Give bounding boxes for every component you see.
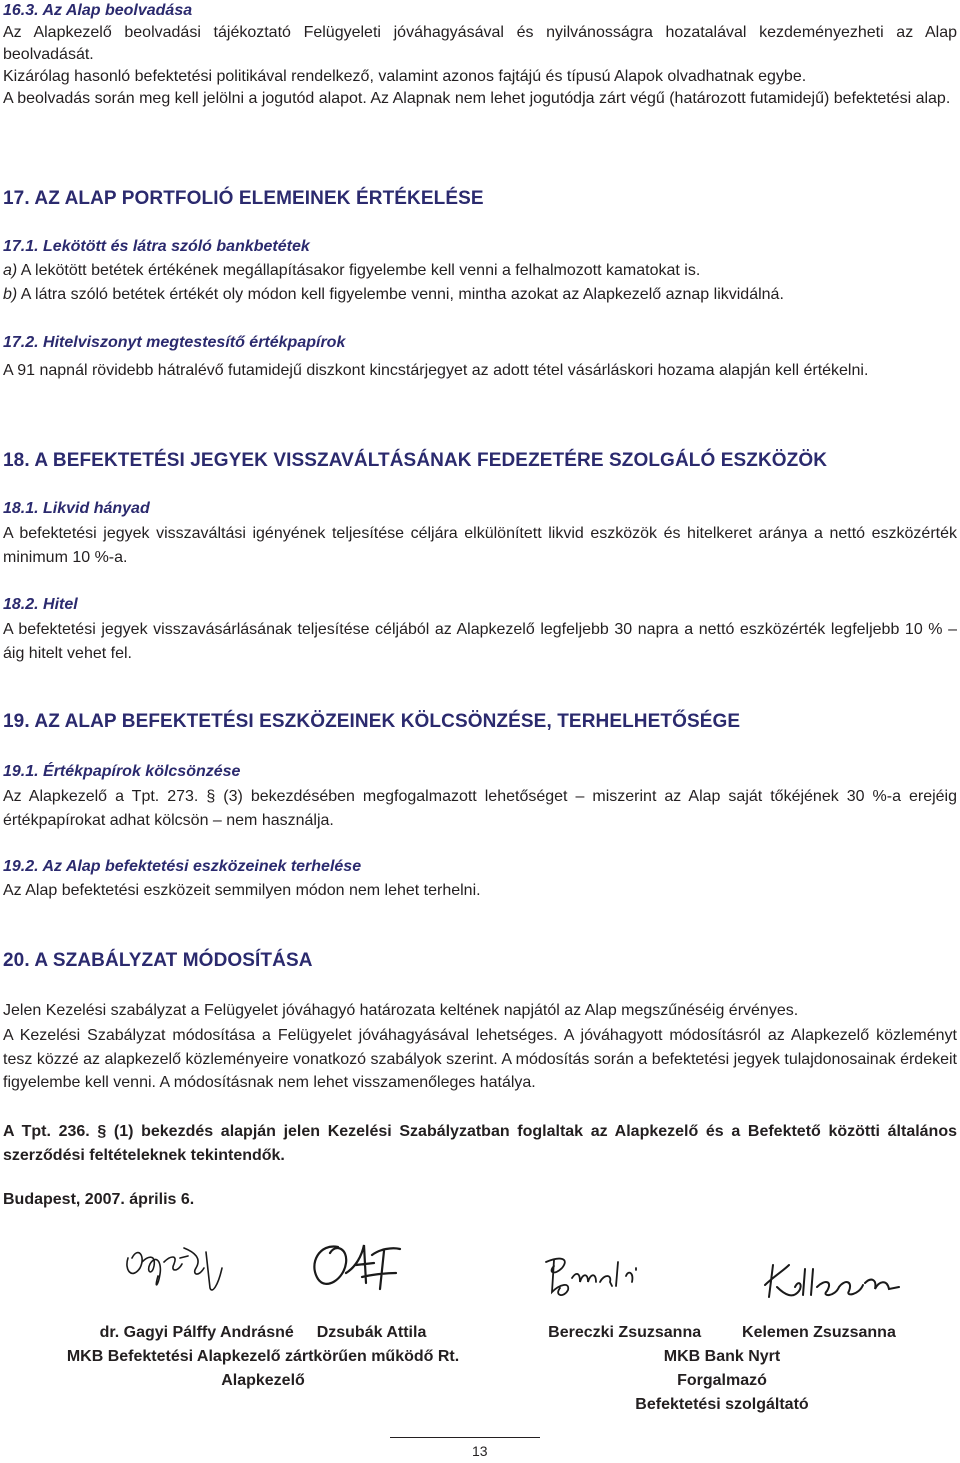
- sentence: A beolvadás során meg kell jelölni a jogutód alapot.: [3, 90, 367, 107]
- item-label: a): [3, 262, 18, 279]
- page-number: 13: [472, 1443, 488, 1459]
- paragraph: Az Alapkezelő a Tpt. 273. § (3) bekezdésében megfogalmazott lehetőséget – miszerint az Alap saját tőkéjének 30 %-a erejéig értékpapírokat adhat kölcsön – nem használja.: [3, 788, 957, 829]
- subsection-title: 19.1. Értékpapírok kölcsönzése: [3, 763, 241, 780]
- section-heading-20: 20. A SZABÁLYZAT MÓDOSÍTÁSA: [3, 950, 313, 971]
- section-heading-17: 17. AZ ALAP PORTFOLIÓ ELEMEINEK ÉRTÉKELÉSE: [3, 188, 484, 209]
- sentence: Az Alapnak nem lehet jogutódja zárt végű (határozott futamidejű) befektetési alap.: [370, 90, 951, 107]
- item-text: A látra szóló betétek értékét oly módon kell figyelembe venni, mintha azokat az Alapkezelő aznap likvidálná.: [17, 286, 784, 303]
- subsection-title: 17.2. Hitelviszonyt megtestesítő értékpapírok: [3, 334, 346, 351]
- section-20-body: [3, 1000, 957, 1168]
- paragraph: A 91 napnál rövidebb hátralévő futamidejű diszkont kincstárjegyet az adott tétel vásárláskori hozama alapján kell értékelni.: [3, 362, 869, 379]
- section-17-1: [3, 236, 957, 306]
- footer-rule: [390, 1437, 540, 1438]
- signatory-name: Bereczki Zsuzsanna: [548, 1324, 702, 1341]
- signature-3: [540, 1248, 680, 1303]
- signature-2: [300, 1233, 415, 1298]
- signatory-role: Forgalmazó: [677, 1372, 767, 1389]
- section-19-1: [3, 761, 957, 833]
- signatory-names: [3, 1321, 523, 1345]
- section-heading-18: 18. A BEFEKTETÉSI JEGYEK VISSZAVÁLTÁSÁNAK FEDEZETÉRE SZOLGÁLÓ ESZKÖZÖK: [3, 450, 828, 471]
- list-item: [3, 260, 957, 282]
- subsection-title: 18.1. Likvid hányad: [3, 500, 150, 517]
- subsection-title: 17.1. Lekötött és látra szóló bankbetétek: [3, 238, 310, 255]
- signatory-name: Dzsubák Attila: [316, 1324, 427, 1341]
- subsection-title: 16.3. Az Alap beolvadása: [3, 2, 193, 19]
- paragraph: A befektetési jegyek visszavásárlásának teljesítése céljából az Alapkezelő legfeljebb 30 napra a nettó eszközérték legfeljebb 10 % – áig hitelt vehet fel.: [3, 621, 957, 662]
- section-16-3: [3, 0, 957, 110]
- place-and-date: Budapest, 2007. április 6.: [3, 1191, 195, 1208]
- list-item: [3, 284, 957, 306]
- signatory-block-right: [512, 1321, 932, 1417]
- paragraph: Kizárólag hasonló befektetési politikával rendelkező, valamint azonos fajtájú és típusú Alapok olvadhatnak egybe.: [3, 68, 807, 85]
- signature-1: [118, 1228, 248, 1298]
- section-18-1: [3, 498, 957, 570]
- signatory-block-left: [3, 1321, 523, 1393]
- paragraph: A befektetési jegyek visszaváltási igényének teljesítése céljára elkülönített likvid eszközök és hitelkeret aránya a nettó eszközérték minimum 10 %-a.: [3, 525, 957, 566]
- paragraph: Jelen Kezelési szabályzat a Felügyelet jóváhagyó határozata keltének napjától az Alap megszűnéséig érvényes.: [3, 1002, 799, 1019]
- signatory-name: Kelemen Zsuzsanna: [742, 1324, 896, 1341]
- signatory-names: [512, 1321, 932, 1345]
- organization-name: MKB Bank Nyrt: [663, 1348, 781, 1365]
- section-18-2: [3, 594, 957, 666]
- paragraph: A Kezelési Szabályzat módosítása a Felügyelet jóváhagyásával lehetséges. A jóváhagyott módosításról az Alapkezelő közleményt tesz közzé az alapkezelő közleményeire vonatkozó szabályok szerint. A módosítás során a befektetési jegyek tulajdonosainak érdekeit figyelembe kell venni. A módosításnak nem lehet visszamenőleges hatálya.: [3, 1027, 957, 1091]
- section-heading-19: 19. AZ ALAP BEFEKTETÉSI ESZKÖZEINEK KÖLCSÖNZÉSE, TERHELHETŐSÉGE: [3, 711, 741, 732]
- item-label: b): [3, 286, 18, 303]
- paragraph: Az Alapkezelő beolvadási tájékoztató Felügyeleti jóváhagyásával és nyilvánosságra hozatalával kezdeményezheti az Alap beolvadását.: [3, 24, 957, 63]
- paragraph: [3, 88, 957, 110]
- signature-4: [755, 1255, 905, 1310]
- item-text: A lekötött betétek értékének megállapításakor figyelembe kell venni a felhalmozott kamatokat is.: [17, 262, 701, 279]
- paragraph: Az Alap befektetési eszközeit semmilyen módon nem lehet terhelni.: [3, 882, 481, 899]
- signatory-role: Befektetési szolgáltató: [635, 1396, 809, 1413]
- signatory-name: dr. Gagyi Pálffy Andrásné: [99, 1324, 294, 1341]
- subsection-title: 19.2. Az Alap befektetési eszközeinek terhelése: [3, 858, 362, 875]
- paragraph-bold: A Tpt. 236. § (1) bekezdés alapján jelen Kezelési Szabályzatban foglaltak az Alapkezelő és a Befektető közötti általános szerződési feltételeknek tekintendők.: [3, 1122, 957, 1164]
- section-19-2: [3, 856, 957, 902]
- section-17-2: [3, 332, 957, 383]
- subsection-title: 18.2. Hitel: [3, 596, 78, 613]
- signatory-role: Alapkezelő: [221, 1372, 305, 1389]
- organization-name: MKB Befektetési Alapkezelő zártkörűen működő Rt.: [66, 1348, 460, 1365]
